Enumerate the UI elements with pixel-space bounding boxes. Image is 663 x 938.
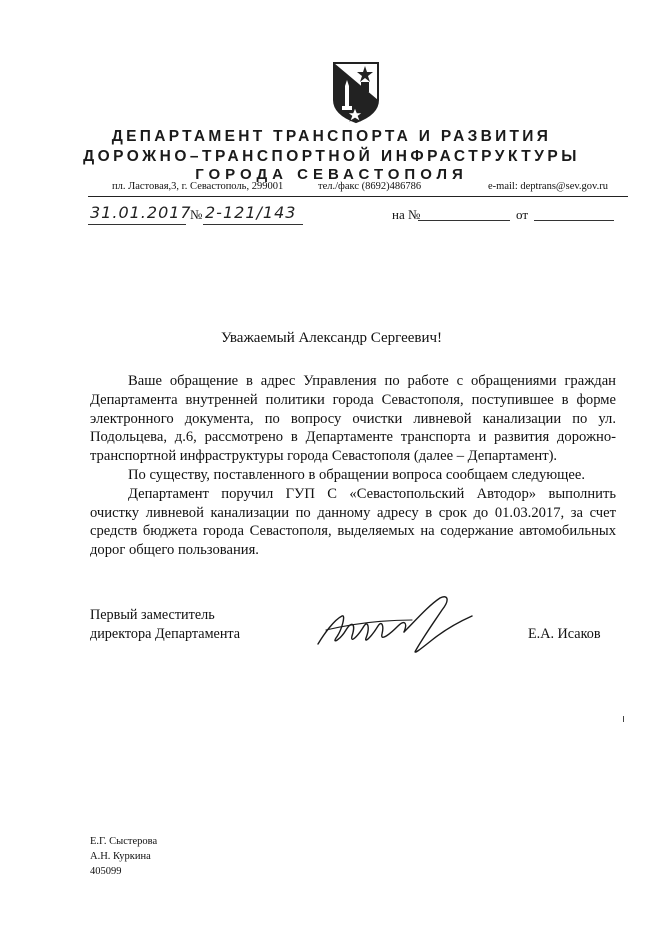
executors-block xyxy=(90,834,157,879)
phone: тел./факс (8692)486786 xyxy=(318,181,422,192)
org-name-line-2: ДОРОЖНО–ТРАНСПОРТНОЙ ИНФРАСТРУКТУРЫ xyxy=(83,148,580,165)
incoming-from-label: от xyxy=(516,207,529,222)
paragraph: Ваше обращение в адрес Управления по работе с обращениями граждан Департамента внутренней политики города Севастополя, поступившее в форме электронного документа, по вопросу очистки ливневой канализации по ул. Подольцева, д.6, рассмотрено в Департаменте транспорта и развития дорожно-транспортной инфраструктуры города Севастополя (далее – Департамент). xyxy=(90,373,616,465)
signatory-title-line-1: Первый заместитель xyxy=(90,607,215,623)
signatory-title xyxy=(90,606,240,644)
executor-phone: 405099 xyxy=(90,866,122,877)
org-name-line-3: ГОРОДА СЕВАСТОПОЛЯ xyxy=(195,166,468,183)
paragraph: Департамент поручил ГУП С «Севастопольский Автодор» выполнить очистку ливневой канализации по данному адресу в срок до 01.03.2017, за счет средств бюджета города Севастополя, выделяемых на содержание автомобильных дорог общего пользования. xyxy=(90,485,616,559)
executor-name: Е.Г. Сыстерова xyxy=(90,836,158,847)
handwritten-signature xyxy=(312,590,482,660)
outgoing-number-underline xyxy=(203,224,303,225)
scan-mark xyxy=(623,716,624,722)
paragraph: По существу, поставленного в обращении вопроса сообщаем следующее. xyxy=(128,466,585,483)
outgoing-date-underline xyxy=(88,224,186,225)
incoming-ref-label: на № xyxy=(392,207,421,222)
org-name-line-1: ДЕПАРТАМЕНТ ТРАНСПОРТА И РАЗВИТИЯ xyxy=(111,128,552,145)
signatory-title-line-2: директора Департамента xyxy=(90,625,241,642)
outgoing-number: 2-121/143 xyxy=(205,203,297,222)
coat-of-arms-icon xyxy=(331,60,381,124)
executor-name: А.Н. Куркина xyxy=(90,851,151,862)
outgoing-date: 31.01.2017 xyxy=(90,203,192,222)
signatory-name: Е.А. Исаков xyxy=(528,626,601,642)
incoming-from-blank xyxy=(534,220,614,221)
email: e-mail: deptrans@sev.gov.ru xyxy=(488,181,608,192)
incoming-ref-blank xyxy=(418,220,510,221)
letter-body xyxy=(90,372,616,560)
header-divider xyxy=(88,196,628,197)
number-sign: № xyxy=(190,207,203,222)
greeting: Уважаемый Александр Сергеевич! xyxy=(220,330,443,346)
address: пл. Ластовая,3, г. Севастополь, 299001 xyxy=(112,181,284,192)
